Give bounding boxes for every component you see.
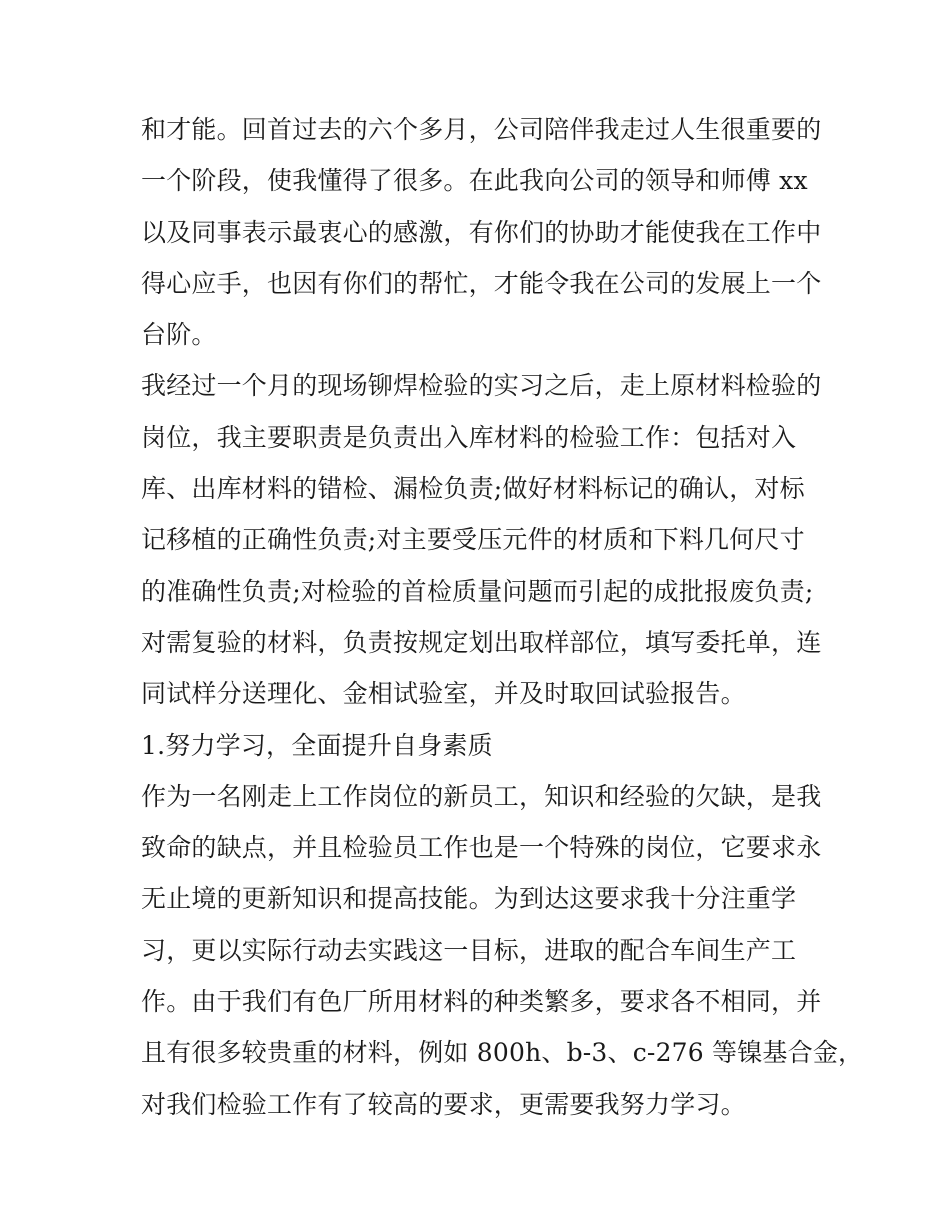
text-line: 以及同事表示最衷心的感激，有你们的协助才能使我在工作中 bbox=[141, 217, 822, 247]
text-line: 记移植的正确性负责;对主要受压元件的材质和下料几何尺寸 bbox=[141, 525, 805, 555]
text-line: 库、出库材料的错检、漏检负责;做好材料标记的确认，对标 bbox=[141, 474, 805, 504]
text-line: 得心应手，也因有你们的帮忙，才能令我在公司的发展上一个 bbox=[141, 268, 822, 298]
text-line: 无止境的更新知识和提高技能。为到达这要求我十分注重学 bbox=[141, 884, 797, 914]
text-line: 台阶。 bbox=[141, 320, 217, 350]
text-line: 的准确性负责;对检验的首检质量问题而引起的成批报废负责; bbox=[141, 576, 814, 606]
text-line: 对我们检验工作有了较高的要求，更需要我努力学习。 bbox=[141, 1089, 746, 1119]
document-body bbox=[141, 104, 864, 1130]
text-line: 作为一名刚走上工作岗位的新员工，知识和经验的欠缺，是我 bbox=[141, 781, 822, 811]
text-line: 致命的缺点，并且检验员工作也是一个特殊的岗位，它要求永 bbox=[141, 833, 822, 863]
text-line: 习，更以实际行动去实践这一目标，进取的配合车间生产工 bbox=[141, 935, 797, 965]
text-line: 对需复验的材料，负责按规定划出取样部位，填写委托单，连 bbox=[141, 627, 822, 657]
text-line: 作。由于我们有色厂所用材料的种类繁多，要求各不相同，并 bbox=[141, 987, 822, 1017]
text-line: 一个阶段，使我懂得了很多。在此我向公司的领导和师傅 xx bbox=[141, 166, 808, 196]
text-line: 同试样分送理化、金相试验室，并及时取回试验报告。 bbox=[141, 679, 746, 709]
text-line: 且有很多较贵重的材料，例如 800h、b-3、c-276 等镍基合金， bbox=[141, 1038, 864, 1068]
text-line: 我经过一个月的现场铆焊检验的实习之后，走上原材料检验的 bbox=[141, 371, 822, 401]
text-line: 和才能。回首过去的六个多月，公司陪伴我走过人生很重要的 bbox=[141, 115, 822, 144]
text-line: 岗位，我主要职责是负责出入库材料的检验工作：包括对入 bbox=[141, 422, 797, 452]
section-heading: 1.努力学习，全面提升自身素质 bbox=[141, 730, 493, 760]
